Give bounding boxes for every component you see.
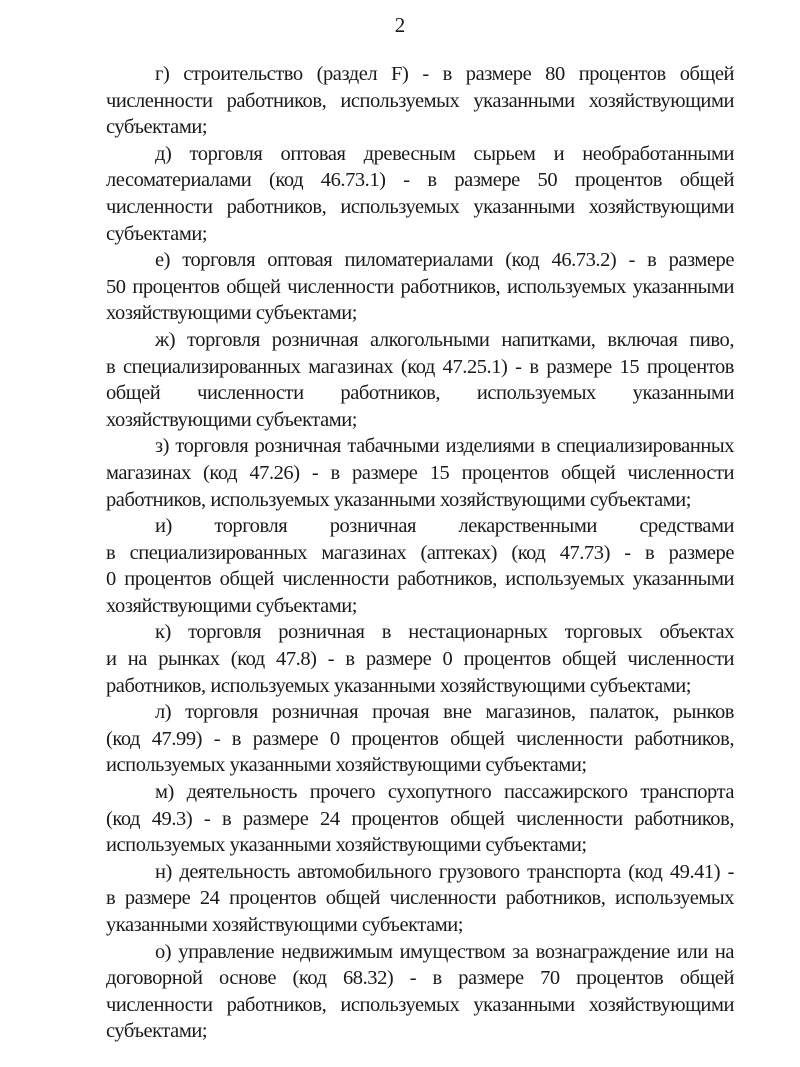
list-item-i: [106, 513, 734, 619]
text-line: в специализированных магазинах (код 47.25.1) - в размере 15 процентов: [106, 355, 734, 378]
text-line: (код 49.3) - в размере 24 процентов общей численности работников,: [106, 807, 734, 830]
text-line: з) торговля розничная табачными изделиями в специализированных: [155, 435, 734, 458]
list-item-g: [106, 61, 734, 141]
text-line: в специализированных магазинах (аптеках) (код 47.73) - в размере: [106, 541, 734, 564]
text-line: договорной основе (код 68.32) - в размере 70 процентов общей: [106, 967, 734, 990]
text-line: хозяйствующими субъектами;: [106, 408, 358, 431]
list-item-n: [106, 859, 734, 939]
text-line: численности работников, используемых указанными хозяйствующими: [106, 993, 734, 1016]
text-line: м) деятельность прочего сухопутного пассажирского транспорта: [155, 781, 734, 804]
list-item-e: [106, 247, 734, 327]
text-line: субъектами;: [106, 222, 208, 245]
page-number: 2: [394, 13, 406, 37]
list-item-k: [106, 619, 734, 699]
text-line: в размере 24 процентов общей численности работников, используемых: [106, 887, 734, 910]
text-line: субъектами;: [106, 1020, 208, 1043]
list-item-m: [106, 779, 734, 859]
list-item-l: [106, 699, 734, 779]
list-item-zh: [106, 327, 734, 433]
text-line: работников, используемых указанными хозяйствующими субъектами;: [106, 674, 692, 697]
text-line: численности работников, используемых указанными хозяйствующими: [106, 89, 734, 112]
text-line: лесоматериалами (код 46.73.1) - в размере 50 процентов общей: [106, 169, 734, 192]
list-item-d: [106, 141, 734, 247]
text-line: е) торговля оптовая пиломатериалами (код 46.73.2) - в размере: [155, 249, 734, 272]
text-line: н) деятельность автомобильного грузового транспорта (код 49.41) -: [155, 860, 734, 883]
text-line: к) торговля розничная в нестационарных торговых объектах: [155, 621, 734, 644]
text-line: и на рынках (код 47.8) - в размере 0 процентов общей численности: [106, 648, 734, 671]
text-line: магазинах (код 47.26) - в размере 15 процентов общей численности: [106, 461, 734, 484]
text-line: работников, используемых указанными хозяйствующими субъектами;: [106, 488, 692, 511]
text-line: д) торговля оптовая древесным сырьем и необработанными: [155, 142, 734, 165]
text-line: хозяйствующими субъектами;: [106, 594, 358, 617]
list-item-z: [106, 433, 734, 513]
document-body: [106, 61, 734, 1045]
text-line: хозяйствующими субъектами;: [106, 302, 358, 325]
text-line: л) торговля розничная прочая вне магазинов, палаток, рынков: [155, 701, 734, 724]
text-line: используемых указанными хозяйствующими субъектами;: [106, 834, 587, 857]
text-line: ж) торговля розничная алкогольными напитками, включая пиво,: [155, 328, 734, 351]
text-line: субъектами;: [106, 116, 208, 139]
text-line: общей численности работников, используемых указанными: [106, 382, 734, 405]
text-line: и) торговля розничная лекарственными средствами: [155, 515, 734, 538]
text-line: г) строительство (раздел F) - в размере 80 процентов общей: [155, 63, 734, 85]
text-line: используемых указанными хозяйствующими субъектами;: [106, 754, 587, 777]
text-line: (код 47.99) - в размере 0 процентов общей численности работников,: [106, 727, 734, 750]
text-line: 0 процентов общей численности работников, используемых указанными: [106, 568, 734, 591]
text-line: численности работников, используемых указанными хозяйствующими: [106, 195, 734, 218]
text-line: о) управление недвижимым имуществом за вознаграждение или на: [155, 940, 734, 963]
text-line: указанными хозяйствующими субъектами;: [106, 914, 464, 936]
text-line: 50 процентов общей численности работников, используемых указанными: [106, 275, 734, 298]
list-item-o: [106, 939, 734, 1045]
